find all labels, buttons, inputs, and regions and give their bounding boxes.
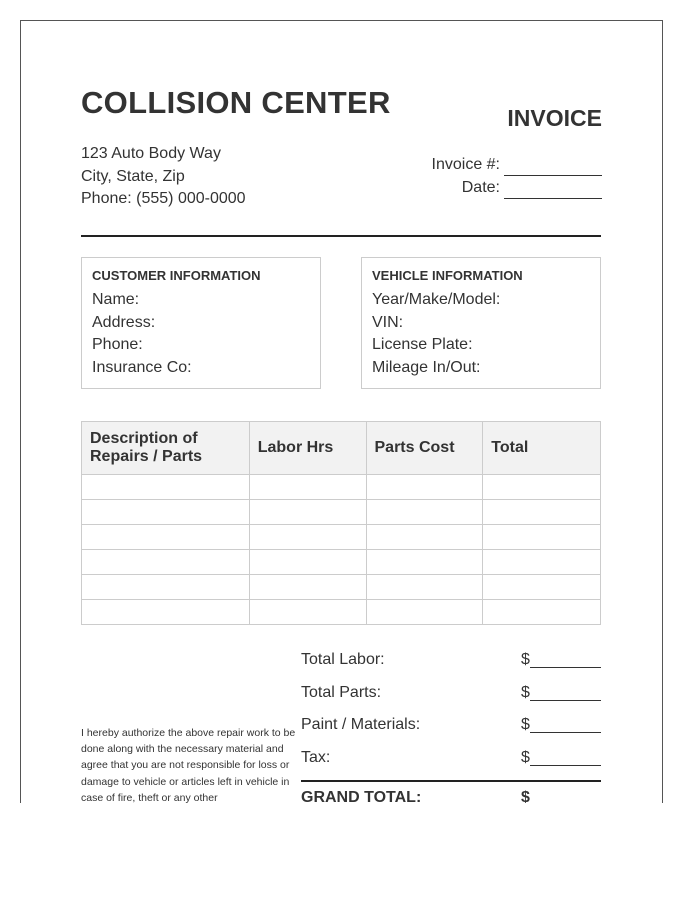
date-label: Date: [461,179,500,196]
currency-symbol: $ [521,748,530,766]
grand-total-currency: $ [521,789,530,803]
paint-materials-field[interactable] [530,732,601,733]
invoice-number-field[interactable] [504,159,602,176]
table-row [82,600,601,625]
authorization-text: I hereby authorize the above repair work to be done along with the necessary material and agree that you are not responsible for loss or damage to vehicle or articles left in vehicle in case of fire, theft or any other [81,727,296,803]
labor-hrs-cell[interactable] [249,550,366,575]
labor-hrs-cell[interactable] [249,600,366,625]
table-body [82,475,601,625]
col-header-total: Total [483,422,601,475]
col-header-parts-cost: Parts Cost [366,422,483,475]
header-divider [81,235,601,237]
currency-symbol: $ [521,683,530,701]
description-cell[interactable] [82,600,250,625]
repairs-table [81,421,601,625]
parts-cost-cell[interactable] [366,550,483,575]
vehicle-vin-field[interactable]: VIN: [372,313,404,331]
grand-total-label: GRAND TOTAL: [301,789,422,803]
parts-cost-cell[interactable] [366,500,483,525]
table-row [82,525,601,550]
total-cell[interactable] [483,575,601,600]
customer-info-box [81,257,321,389]
description-cell[interactable] [82,525,250,550]
customer-insurance-field[interactable]: Insurance Co: [92,358,192,376]
paint-materials-row [301,708,601,741]
total-cell[interactable] [483,550,601,575]
date-row [432,176,602,199]
company-address [81,143,246,211]
parts-cost-cell[interactable] [366,475,483,500]
total-parts-row [301,676,601,709]
col-header-labor-hrs: Labor Hrs [249,422,366,475]
currency-symbol: $ [521,651,530,668]
total-labor-label: Total Labor: [301,651,385,668]
table-row [82,550,601,575]
parts-cost-cell[interactable] [366,525,483,550]
total-parts-label: Total Parts: [301,683,382,701]
invoice-page [20,20,663,803]
vehicle-info-box [361,257,601,389]
table-row [82,575,601,600]
vehicle-info-heading: VEHICLE INFORMATION [372,268,523,283]
date-field[interactable] [504,182,602,199]
total-labor-field[interactable] [530,667,601,668]
customer-phone-field[interactable]: Phone: [92,336,143,353]
table-row [82,475,601,500]
company-name: COLLISION CENTER [81,85,391,120]
customer-name-field[interactable]: Name: [92,291,140,308]
vehicle-model-field[interactable]: Year/Make/Model: [372,291,501,308]
tax-row [301,741,601,774]
total-parts-field[interactable] [530,700,601,701]
tax-field[interactable] [530,765,601,766]
table-header-row [82,422,601,475]
total-cell[interactable] [483,475,601,500]
totals-section [301,643,601,773]
table-row [82,500,601,525]
total-labor-row [301,643,601,676]
description-cell[interactable] [82,475,250,500]
col-header-description: Description of Repairs / Parts [82,422,250,475]
vehicle-mileage-field[interactable]: Mileage In/Out: [372,358,481,376]
address-line-1: 123 Auto Body Way [81,145,221,162]
company-phone: Phone: (555) 000-0000 [81,190,246,207]
total-cell[interactable] [483,600,601,625]
total-cell[interactable] [483,500,601,525]
parts-cost-cell[interactable] [366,575,483,600]
description-cell[interactable] [82,550,250,575]
parts-cost-cell[interactable] [366,600,483,625]
invoice-title: INVOICE [507,105,602,131]
labor-hrs-cell[interactable] [249,525,366,550]
invoice-number-label: Invoice #: [431,156,500,173]
grand-total-divider [301,780,601,782]
labor-hrs-cell[interactable] [249,500,366,525]
labor-hrs-cell[interactable] [249,575,366,600]
total-cell[interactable] [483,525,601,550]
tax-label: Tax: [301,748,331,766]
description-cell[interactable] [82,575,250,600]
invoice-number-row [432,153,602,176]
description-cell[interactable] [82,500,250,525]
address-line-2: City, State, Zip [81,167,185,185]
vehicle-plate-field[interactable]: License Plate: [372,336,473,353]
labor-hrs-cell[interactable] [249,475,366,500]
currency-symbol: $ [521,716,530,733]
paint-materials-label: Paint / Materials: [301,716,421,733]
invoice-meta [432,153,602,199]
customer-address-field[interactable]: Address: [92,313,156,331]
customer-info-heading: CUSTOMER INFORMATION [92,268,261,283]
